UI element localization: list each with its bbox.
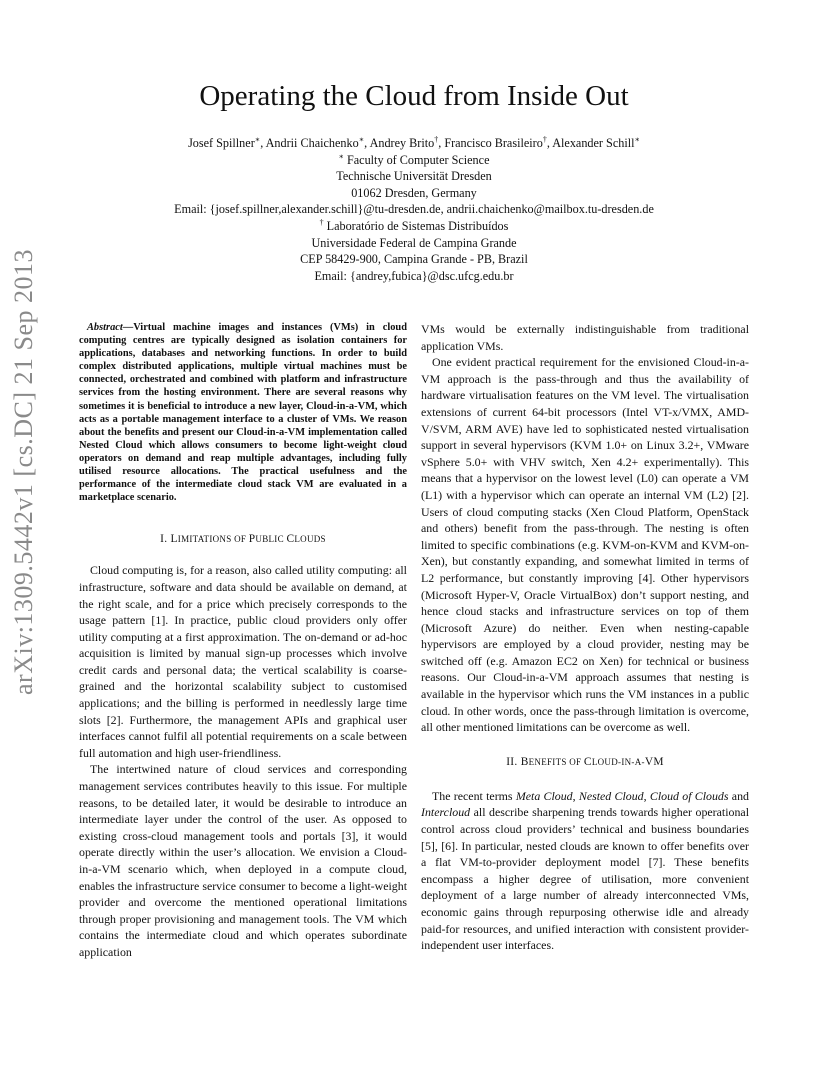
section-1-paragraph-3: VMs would be externally indistinguishable from traditional application VMs. (421, 322, 749, 353)
author-name: Francisco Brasileiro (444, 136, 543, 150)
arxiv-stamp-text: arXiv:1309.5442v1 [cs.DC] 21 Sep 2013 (9, 248, 39, 696)
affiliation-mark: † (542, 135, 547, 144)
affiliation-mark: † (434, 135, 439, 144)
affiliation-2-institution: Universidade Federal de Campina Grande (311, 235, 517, 250)
term-cloud-of-clouds: Cloud of Clouds (649, 788, 729, 803)
term-intercloud: Intercloud (421, 805, 471, 820)
author-name: Andrey Brito (369, 136, 435, 150)
section-1-paragraph-1: Cloud computing is, for a reason, also called utility computing: all infrastructure, software and data should be available on demand, at the right scale, and for a price which precisely corresponds to the usage pattern [1]. In practice, public cloud providers only offer utility computing at a first approximation. The on-demand or ad-hoc acquisition is limited by manual sign-up processes which involve credit cards and personal data; the vertical scalability is coarse-grained and the horizontal scalability subject to customised applications; and the billing is performed in needlessly large time slots [2]. Furthermore, the management APIs and graphical user interfaces cannot fulfil all potential requirements on a scale between full automation and high user-friendliness. (79, 563, 407, 760)
affiliation-1-institution: Technische Universität Dresden (336, 169, 492, 184)
affiliation-2-name: † Laboratório de Sistemas Distribuídos (319, 217, 509, 233)
affiliation-1-address: 01062 Dresden, Germany (351, 185, 477, 200)
section-1-paragraph-2: The intertwined nature of cloud services and corresponding management services contributes heavily to this issue. For multiple reasons, to be detailed later, it would be desirable to introduce an intermediate layer under the control of the user. As opposed to existing cross-cloud management tools and portals [3], it would operate directly within the user’s allocation. We envision a Cloud-in-a-VM scenario which, when deployed in a compute cloud, enables the infrastructure service consumer to become a light-weight provider and overcome the mentioned operational limitations through proper provisioning and management tools. The VM which contains the intermediate cloud and which operates subordinate application (79, 762, 407, 959)
left-column (79, 321, 407, 961)
author-name: Josef Spillner (188, 136, 255, 150)
affiliation-mark: ∗ (358, 135, 365, 144)
section-1-heading: I. LIMITATIONS OF PUBLIC CLOUDS (160, 533, 326, 546)
affiliation-2-email: Email: {andrey,fubica}@dsc.ufcg.edu.br (314, 268, 514, 283)
author-name: Alexander Schill (552, 136, 635, 150)
author-list: Josef Spillner∗, Andrii Chaichenko∗, Andrey Brito†, Francisco Brasileiro†, Alexander Schill∗ (188, 135, 640, 150)
abstract (79, 321, 407, 504)
term-meta-cloud: Meta Cloud (515, 788, 573, 803)
paper-title: Operating the Cloud from Inside Out (199, 80, 629, 112)
section-2-heading: II. BENEFITS OF CLOUD-IN-A-VM (506, 755, 664, 768)
abstract-lead: Abstract (87, 322, 123, 333)
affiliation-mark: ∗ (254, 135, 261, 144)
section-2-paragraph-1: The recent terms Meta Cloud, Nested Cloud, Cloud of Clouds and Intercloud all describe sharpening trends towards higher operational control across cloud providers’ technical and business boundaries [5], [6]. In particular, nested clouds are known to offer benefits over a flat VM-to-provider deployment model [7]. These benefits encompass a higher degree of utilisation, more convenient deployment of a large number of already interconnected VMs, economic gains through repurposing otherwise idle and already paid-for resources, and unified interaction with consistent provider-independent user interfaces. (421, 788, 749, 953)
author-name: Andrii Chaichenko (265, 136, 359, 150)
affiliation-1-email: Email: {josef.spillner,alexander.schill}@tu-dresden.de, andrii.chaichenko@mailbox.tu-dresden.de (174, 202, 654, 217)
right-column (421, 321, 749, 954)
author-block (60, 135, 768, 284)
affiliation-mark: ∗ (634, 135, 640, 144)
affiliation-1-name: ∗ Faculty of Computer Science (338, 151, 490, 167)
affiliation-2-address: CEP 58429-900, Campina Grande - PB, Brazil (300, 252, 528, 267)
section-1-paragraph-4: One evident practical requirement for the envisioned Cloud-in-a-VM approach is the pass-through and thus the availability of hardware virtualisation features on the VM level. The virtualisation extensions of current 64-bit processors (Intel VT-x/VMX, AMD-V/SVM, ARM AVE) have led to sophisticated nested virtualisation support in several hypervisors (KVM 1.0+ on Linux 3.2+, VMware vSphere 5.0+ with VHV switch, Xen 4.2+ experimentally). This means that a hypervisor on the lowest level (L0) can operate a VM (L1) with a hypervisor which can operate an internal VM (L2) [2]. Users of cloud computing stacks (Xen Cloud Platform, OpenStack and others) benefit from the pass-through. The nesting is often limited to specific combinations (e.g. KVM-on-KVM and KVM-on-Xen), but constantly expanding, and somewhat limited in terms of L2 performance, but constantly improving [4]. Other hypervisors (Microsoft Hyper-V, Oracle VirtualBox) don’t support nesting, and hence cloud stacks and infrastructure services on top of them (Microsoft Azure) do neither. Even when nesting-capable hypervisors are employed by a cloud provider, nesting may be switched off (e.g. Amazon EC2 on Xen) for technical or business reasons. Our Cloud-in-a-VM approach assumes that nesting is available in the hypervisor which runs the VM instances in a public cloud. In other words, once the pass-through limitation is overcome, all other mentioned limitations can be overcome as well. (421, 355, 749, 735)
term-nested-cloud: Nested Cloud (578, 788, 644, 803)
abstract-text: —Virtual machine images and instances (VMs) in cloud computing centres are typically designed as isolation containers for applications, databases and networking functions. In order to build complex distributed applications, multiple virtual machines must be connected, orchestrated and combined with platform and infrastructure services from the hosting environment. There are several reasons why sometimes it is beneficial to introduce a new layer, Cloud-in-a-VM, which acts as a portable management interface to a cluster of VMs. We reason about the benefits and present our Cloud-in-a-VM implementation called Nested Cloud which allows consumers to become light-weight cloud operators on demand and reap multiple advantages, including fully utilised resource allocations. The practical usefulness and the performance of the intermediate cloud stack VM are evaluated in a marketplace scenario. (79, 322, 407, 504)
arxiv-identifier (0, 248, 48, 696)
